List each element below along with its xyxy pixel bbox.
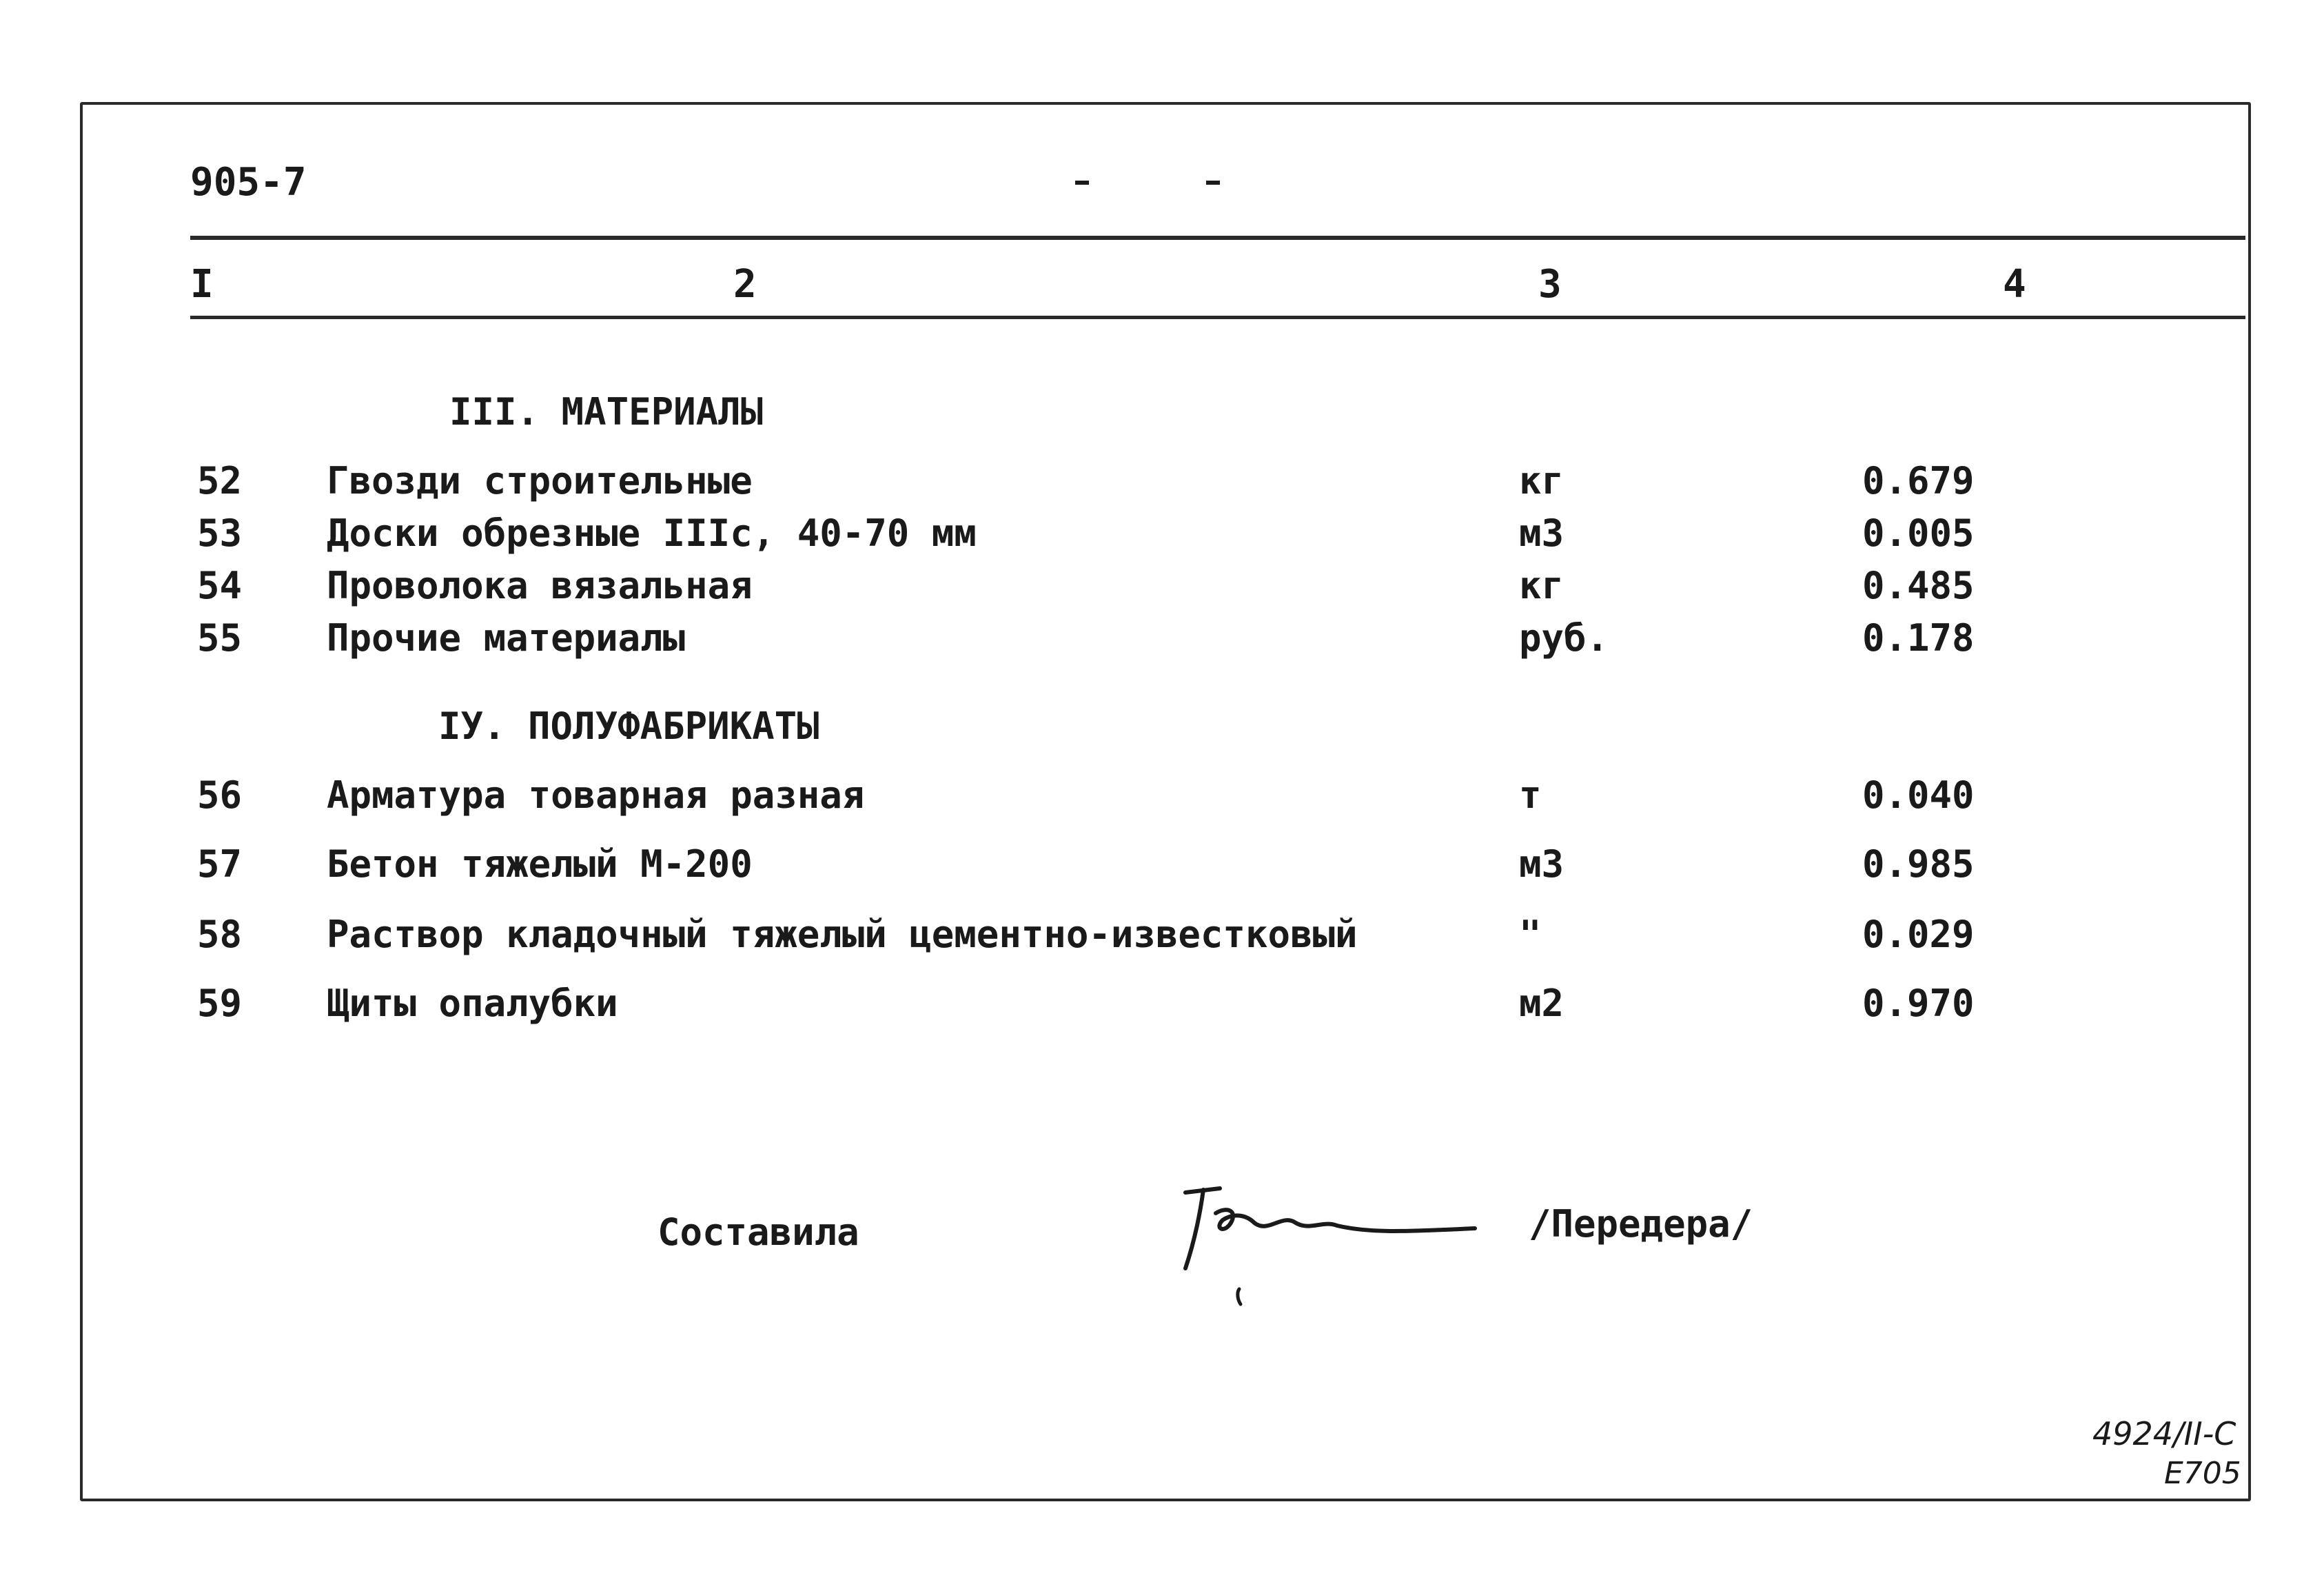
row-unit: м3	[1519, 842, 1564, 886]
row-name: Проволока вязальная	[327, 564, 753, 607]
table-row	[0, 982, 2324, 1037]
row-quantity: 0.178	[1862, 616, 1975, 660]
archive-stamp	[2088, 1406, 2254, 1496]
row-number: 52	[197, 459, 243, 503]
row-name: Гвозди строительные	[327, 459, 753, 503]
row-quantity: 0.005	[1862, 511, 1975, 555]
row-quantity: 0.985	[1862, 842, 1975, 886]
handwritten-signature	[1172, 1172, 1489, 1310]
header-dash	[1206, 181, 1220, 185]
table-header-top-rule	[190, 236, 2245, 240]
row-number: 56	[197, 773, 243, 817]
table-row	[0, 842, 2324, 897]
column-header-4: 4	[2003, 262, 2026, 307]
section-title-materials: III. МАТЕРИАЛЫ	[449, 390, 764, 434]
stamp-line-2: Е705	[2164, 1456, 2241, 1491]
row-number: 57	[197, 842, 243, 886]
row-unit: кг	[1519, 459, 1564, 503]
row-unit: м2	[1519, 982, 1564, 1025]
row-quantity: 0.970	[1862, 982, 1975, 1025]
column-header-2: 2	[733, 262, 757, 307]
table-row	[0, 616, 2324, 671]
row-number: 53	[197, 511, 243, 555]
row-number: 54	[197, 564, 243, 607]
table-header-bottom-rule	[190, 316, 2245, 319]
signed-by-label: Составила	[658, 1210, 859, 1254]
table-row	[0, 913, 2324, 968]
document-code: 905-7	[190, 160, 307, 205]
row-name: Бетон тяжелый М-200	[327, 842, 753, 886]
row-quantity: 0.485	[1862, 564, 1975, 607]
stamp-line-1: 4924/II-С	[2092, 1415, 2236, 1452]
row-number: 58	[197, 913, 243, 956]
row-unit: м3	[1519, 511, 1564, 555]
header-dash	[1075, 181, 1089, 185]
signer-name: /Передера/	[1529, 1202, 1753, 1246]
column-header-1: I	[190, 262, 214, 307]
row-unit: т	[1519, 773, 1542, 817]
row-name: Арматура товарная разная	[327, 773, 865, 817]
table-row	[0, 511, 2324, 567]
row-name: Щиты опалубки	[327, 982, 618, 1025]
row-name: Раствор кладочный тяжелый цементно-известковый	[327, 913, 1358, 956]
row-unit: руб.	[1519, 616, 1609, 660]
row-name: Доски обрезные IIIс, 40-70 мм	[327, 511, 977, 555]
row-quantity: 0.029	[1862, 913, 1975, 956]
row-unit: кг	[1519, 564, 1564, 607]
table-row	[0, 459, 2324, 514]
row-quantity: 0.679	[1862, 459, 1975, 503]
row-number: 59	[197, 982, 243, 1025]
table-row	[0, 773, 2324, 829]
column-header-3: 3	[1538, 262, 1562, 307]
table-row	[0, 564, 2324, 619]
row-unit: "	[1519, 913, 1542, 956]
section-title-semi-finished: IУ. ПОЛУФАБРИКАТЫ	[438, 704, 819, 748]
row-number: 55	[197, 616, 243, 660]
row-quantity: 0.040	[1862, 773, 1975, 817]
row-name: Прочие материалы	[327, 616, 686, 660]
